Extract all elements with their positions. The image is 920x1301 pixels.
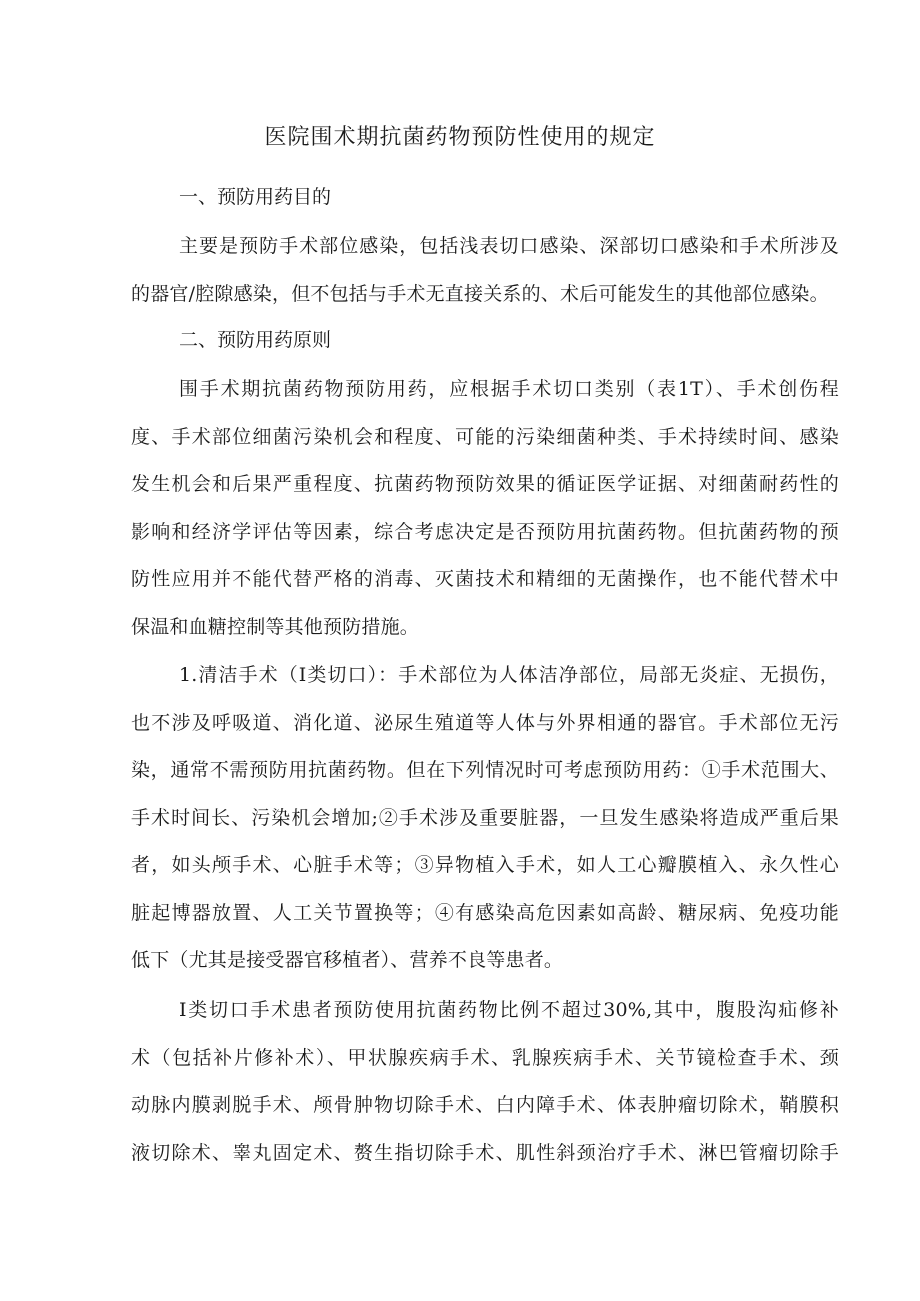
paragraph-line: 也不涉及呼吸道、消化道、泌尿生殖道等人体与外界相通的器官。手术部位无污 [131, 711, 839, 734]
paragraph-line: 手术时间长、污染机会增加;②手术涉及重要脏器，一旦发生感染将造成严重后果 [131, 806, 839, 829]
paragraph-line: 影响和经济学评估等因素，综合考虑决定是否预防用抗菌药物。但抗菌药物的预 [131, 520, 839, 543]
paragraph-line: 围手术期抗菌药物预防用药，应根据手术切口类别（表1T）、手术创伤程 [179, 378, 839, 400]
paragraph-line: 的器官/腔隙感染，但不包括与手术无直接关系的、术后可能发生的其他部位感染。 [131, 282, 829, 305]
paragraph-line: 度、手术部位细菌污染机会和程度、可能的污染细菌种类、手术持续时间、感染 [131, 425, 839, 448]
paragraph-clean-surgery [131, 652, 839, 985]
paragraph-line: 术（包括补片修补术）、甲状腺疾病手术、乳腺疾病手术、关节镜检查手术、颈 [131, 1046, 839, 1069]
paragraph-line: 者，如头颅手术、心脏手术等；③异物植入手术，如人工心瓣膜植入、永久性心 [131, 854, 839, 876]
paragraph-class-i-ratio [131, 987, 839, 1177]
paragraph-line: 主要是预防手术部位感染，包括浅表切口感染、深部切口感染和手术所涉及 [179, 235, 839, 257]
section-heading-purpose: 一、预防用药目的 [179, 186, 332, 208]
paragraph-principles [131, 366, 839, 651]
paragraph-line: 发生机会和后果严重程度、抗菌药物预防效果的循证医学证据、对细菌耐药性的 [131, 473, 839, 495]
paragraph-line: 染，通常不需预防用抗菌药物。但在下列情况时可考虑预防用药：①手术范围大、 [131, 759, 839, 781]
paragraph-line: 脏起博器放置、人工关节置换等；④有感染高危因素如高龄、糖尿病、免疫功能 [131, 901, 839, 924]
paragraph-line: I类切口手术患者预防使用抗菌药物比例不超过30%,其中，腹股沟疝修补 [179, 999, 839, 1021]
paragraph-line: 低下（尤其是接受器官移植者）、营养不良等患者。 [131, 949, 564, 971]
paragraph-line: 防性应用并不能代替严格的消毒、灭菌技术和精细的无菌操作，也不能代替术中 [131, 568, 839, 590]
paragraph-line: 动脉内膜剥脱手术、颅骨肿物切除手术、白内障手术、体表肿瘤切除术，鞘膜积 [131, 1094, 839, 1116]
paragraph-line: 1.清洁手术（I类切口）：手术部位为人体洁净部位，局部无炎症、无损伤， [179, 664, 839, 686]
paragraph-purpose [131, 223, 839, 318]
document-title: 医院围术期抗菌药物预防性使用的规定 [264, 125, 656, 150]
section-heading-principles: 二、预防用药原则 [179, 329, 332, 351]
paragraph-line: 保温和血糖控制等其他预防措施。 [131, 615, 420, 638]
paragraph-line: 液切除术、睾丸固定术、赘生指切除手术、肌性斜颈治疗手术、淋巴管瘤切除手 [131, 1141, 839, 1164]
